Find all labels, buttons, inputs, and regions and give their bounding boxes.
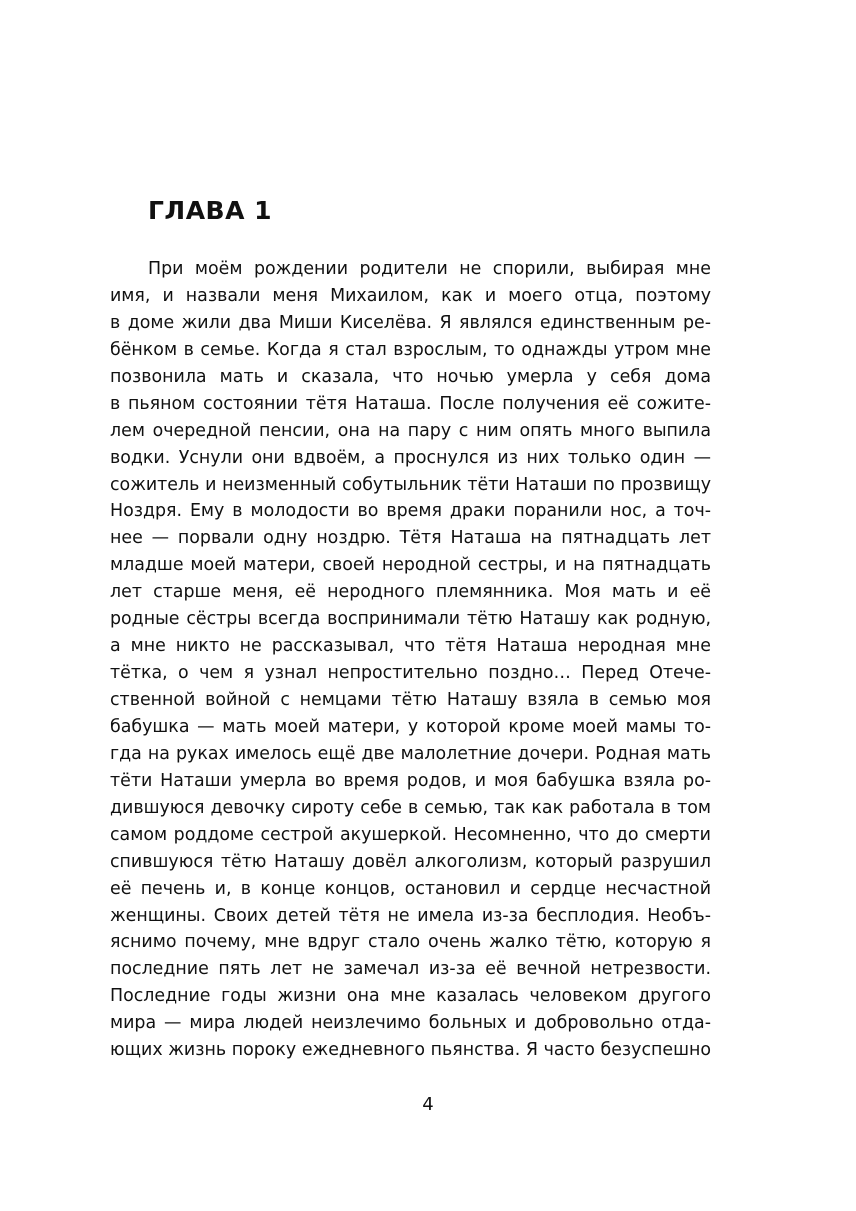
- text-line: лем очередной пенсии, она на пару с ним опять много выпила: [110, 420, 711, 441]
- text-line: Последние годы жизни она мне казалась человеком другого: [110, 986, 711, 1007]
- text-line: При моём рождении родители не спорили, выбирая мне: [148, 259, 711, 279]
- text-line: последние пять лет не замечал из-за её вечной нетрезвости.: [110, 959, 711, 980]
- text-line: спившуюся тётю Наташу довёл алкоголизм, который разрушил: [110, 851, 711, 872]
- text-line: лет старше меня, её неродного племянника. Моя мать и её: [110, 582, 711, 603]
- text-line: женщины. Своих детей тётя не имела из-за бесплодия. Необъ-: [110, 905, 711, 926]
- text-line: её печень и, в конце концов, остановил и сердце несчастной: [110, 878, 711, 899]
- text-line: Ноздря. Ему в молодости во время драки поранили нос, а точ-: [110, 501, 711, 522]
- text-line: младше моей матери, своей неродной сестры, и на пятнадцать: [110, 555, 711, 576]
- text-line: имя, и назвали меня Михаилом, как и моего отца, поэтому: [110, 285, 711, 306]
- text-line: позвонила мать и сказала, что ночью умерла у себя дома: [110, 366, 711, 387]
- text-line: сожитель и неизменный собутыльник тёти Наташи по прозвищу: [110, 474, 711, 495]
- text-line: в пьяном состоянии тётя Наташа. После получения её сожите-: [110, 393, 711, 414]
- text-line: нее — порвали одну ноздрю. Тётя Наташа на пятнадцать лет: [110, 528, 711, 549]
- text-line: а мне никто не рассказывал, что тётя Наташа неродная мне: [110, 636, 711, 657]
- text-line: мира — мира людей неизлечимо больных и добровольно отда-: [110, 1013, 711, 1034]
- text-line: в доме жили два Миши Киселёва. Я являлся единственным ре-: [110, 312, 711, 333]
- text-line: тётка, о чем я узнал непростительно поздно… Перед Отече-: [110, 663, 711, 684]
- text-line: ющих жизнь пороку ежедневного пьянства. Я часто безуспешно: [110, 1040, 711, 1061]
- text-line: дившуюся девочку сироту себе в семью, так как работала в том: [110, 797, 711, 818]
- text-line: бабушка — мать моей матери, у которой кроме моей мамы то-: [110, 716, 711, 737]
- text-line: яснимо почему, мне вдруг стало очень жалко тётю, которую я: [110, 932, 711, 953]
- text-line: водки. Уснули они вдвоём, а проснулся из них только один —: [110, 447, 711, 468]
- text-line: ственной войной с немцами тётю Наташу взяла в семью моя: [110, 690, 711, 710]
- text-line: гда на руках имелось ещё две малолетние дочери. Родная мать: [110, 743, 711, 764]
- body-text: [110, 256, 711, 1064]
- text-line: самом роддоме сестрой акушеркой. Несомненно, что до смерти: [110, 824, 711, 845]
- chapter-title: ГЛАВА 1: [148, 196, 273, 225]
- text-line: бёнком в семье. Когда я стал взрослым, то однажды утром мне: [110, 339, 711, 360]
- page-number: 4: [422, 1094, 434, 1115]
- text-line: тёти Наташи умерла во время родов, и моя бабушка взяла ро-: [110, 770, 711, 791]
- text-line: родные сёстры всегда воспринимали тётю Наташу как родную,: [110, 609, 711, 630]
